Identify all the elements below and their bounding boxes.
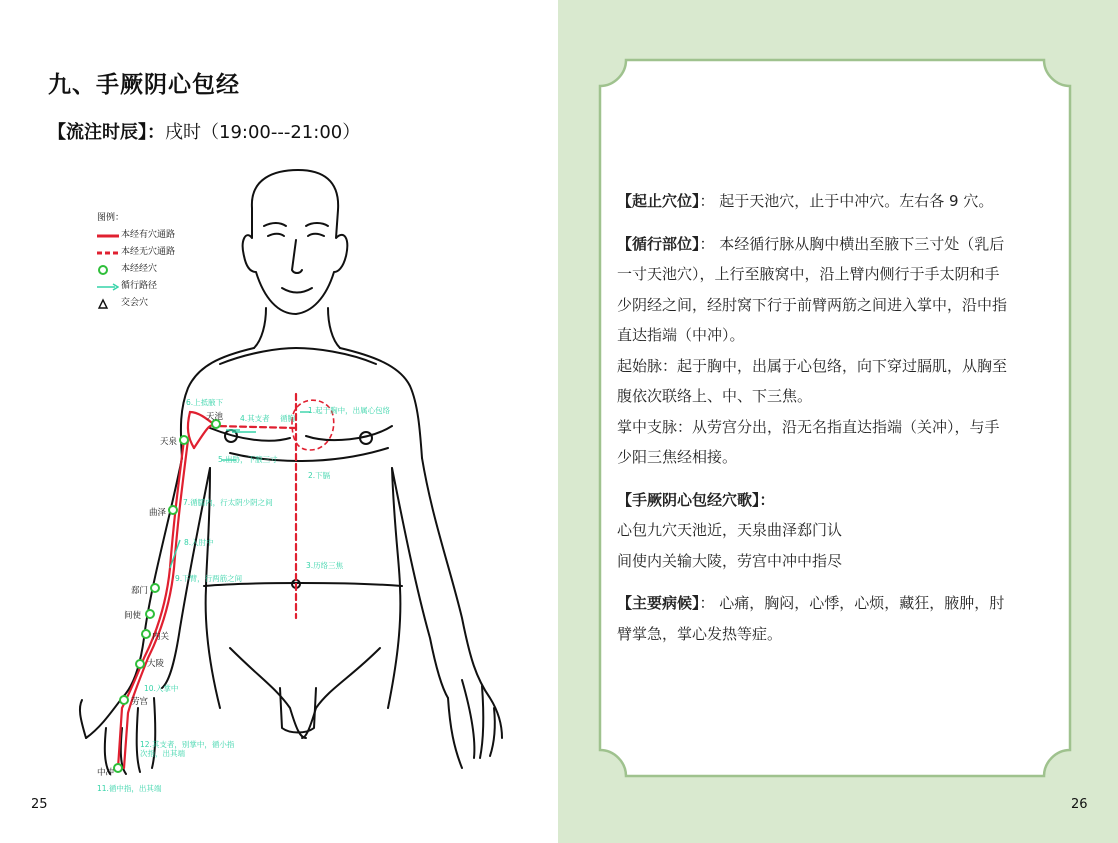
path-annotation: 12.其支者，别掌中，循小指次指，出其端 — [140, 740, 235, 758]
page-title: 九、手厥阴心包经 — [48, 72, 240, 98]
course-section: 【循行部位】： 本经循行脉从胸中横出至腋下三寸处（乳后 — [617, 234, 1005, 253]
point-label: 内关 — [152, 632, 170, 642]
song-line: 间使内关输大陵，劳宫中冲中指尽 — [617, 551, 843, 570]
course-line: 腹依次联络上、中、下三焦。 — [617, 387, 813, 405]
legend-item: 交会穴 — [97, 295, 175, 312]
legend-item: 循行路径 — [97, 278, 175, 295]
path-annotation: 3.历络三焦 — [306, 561, 344, 570]
page-number-left: 25 — [31, 797, 48, 812]
course-line: 少阳三焦经相接。 — [617, 448, 738, 466]
point-label: 间使 — [124, 611, 142, 621]
legend-item: 本经经穴 — [97, 261, 175, 278]
song-line: 心包九穴天池近，天泉曲泽郄门认 — [617, 521, 843, 539]
course-line: 一寸天池穴），上行至腋窝中，沿上臂内侧行于手太阴和手 — [617, 265, 1000, 283]
legend-item: 本经有穴通路 — [97, 227, 175, 244]
path-annotation: 1.起于胸中，出属心包络 — [308, 406, 391, 415]
song-heading: 【手厥阴心包经穴歌】： — [617, 490, 775, 509]
triangle-icon — [97, 298, 109, 310]
symptoms-section: 【主要病候】： 心痛，胸闷，心悸，心烦，藏狂，腋肿，肘 — [617, 594, 1005, 612]
period-value: 戌时（19:00---21:00） — [165, 122, 361, 143]
period-label: 【流注时辰】： — [48, 122, 165, 143]
page-number-right: 26 — [1071, 797, 1088, 812]
course-line: 直达指端（中冲）。 — [617, 326, 745, 344]
start-end-points: 【起止穴位】： 起于天池穴，止于中冲穴。左右各 9 穴。 — [617, 192, 994, 210]
text-card — [617, 186, 1057, 649]
legend-heading: 图例： — [97, 213, 125, 223]
point-label: 曲泽 — [149, 508, 167, 518]
path-annotation: 2.下膈 — [308, 471, 331, 480]
acupoint-icon — [97, 264, 109, 276]
course-line: 掌中支脉：从劳宫分出，沿无名指直达指端（关冲），与手 — [617, 417, 1000, 436]
point-label: 天池 — [206, 412, 224, 422]
path-annotation: 11.循中指，出其端 — [97, 784, 162, 793]
path-annotation: 8.入肘中 — [184, 538, 214, 547]
point-label: 郄门 — [131, 586, 149, 596]
point-label: 大陵 — [147, 659, 165, 669]
path-annotation: 10.入掌中 — [144, 684, 179, 693]
course-line: 起始脉：起于胸中，出属于心包络，向下穿过膈肌，从胸至 — [617, 356, 1008, 375]
path-annotation: 9.下臂，行两筋之间 — [175, 574, 243, 583]
arrow-icon — [97, 283, 119, 291]
point-label: 劳宫 — [131, 697, 149, 707]
legend-item: 本经无穴通路 — [97, 244, 175, 261]
dashed-line-icon — [97, 250, 119, 256]
point-label: 中冲 — [97, 768, 115, 778]
path-annotation: 4.其支者 — [240, 414, 270, 423]
path-annotation: 循胸 — [280, 414, 295, 423]
course-line: 少阴经之间，经肘窝下行于前臂两筋之间进入掌中，沿中指 — [617, 295, 1008, 314]
symptoms-line: 臂掌急，掌心发热等症。 — [617, 624, 783, 643]
path-annotation: 7.循臑内，行太阴少阴之间 — [183, 498, 273, 507]
left-page — [0, 0, 558, 843]
time-period — [48, 118, 360, 144]
point-label: 天泉 — [160, 437, 178, 447]
path-annotation: 5.出胁，下腋三寸 — [218, 455, 278, 464]
solid-line-icon — [97, 233, 119, 239]
legend — [97, 210, 175, 312]
path-annotation: 6.上抵腋下 — [186, 398, 224, 407]
